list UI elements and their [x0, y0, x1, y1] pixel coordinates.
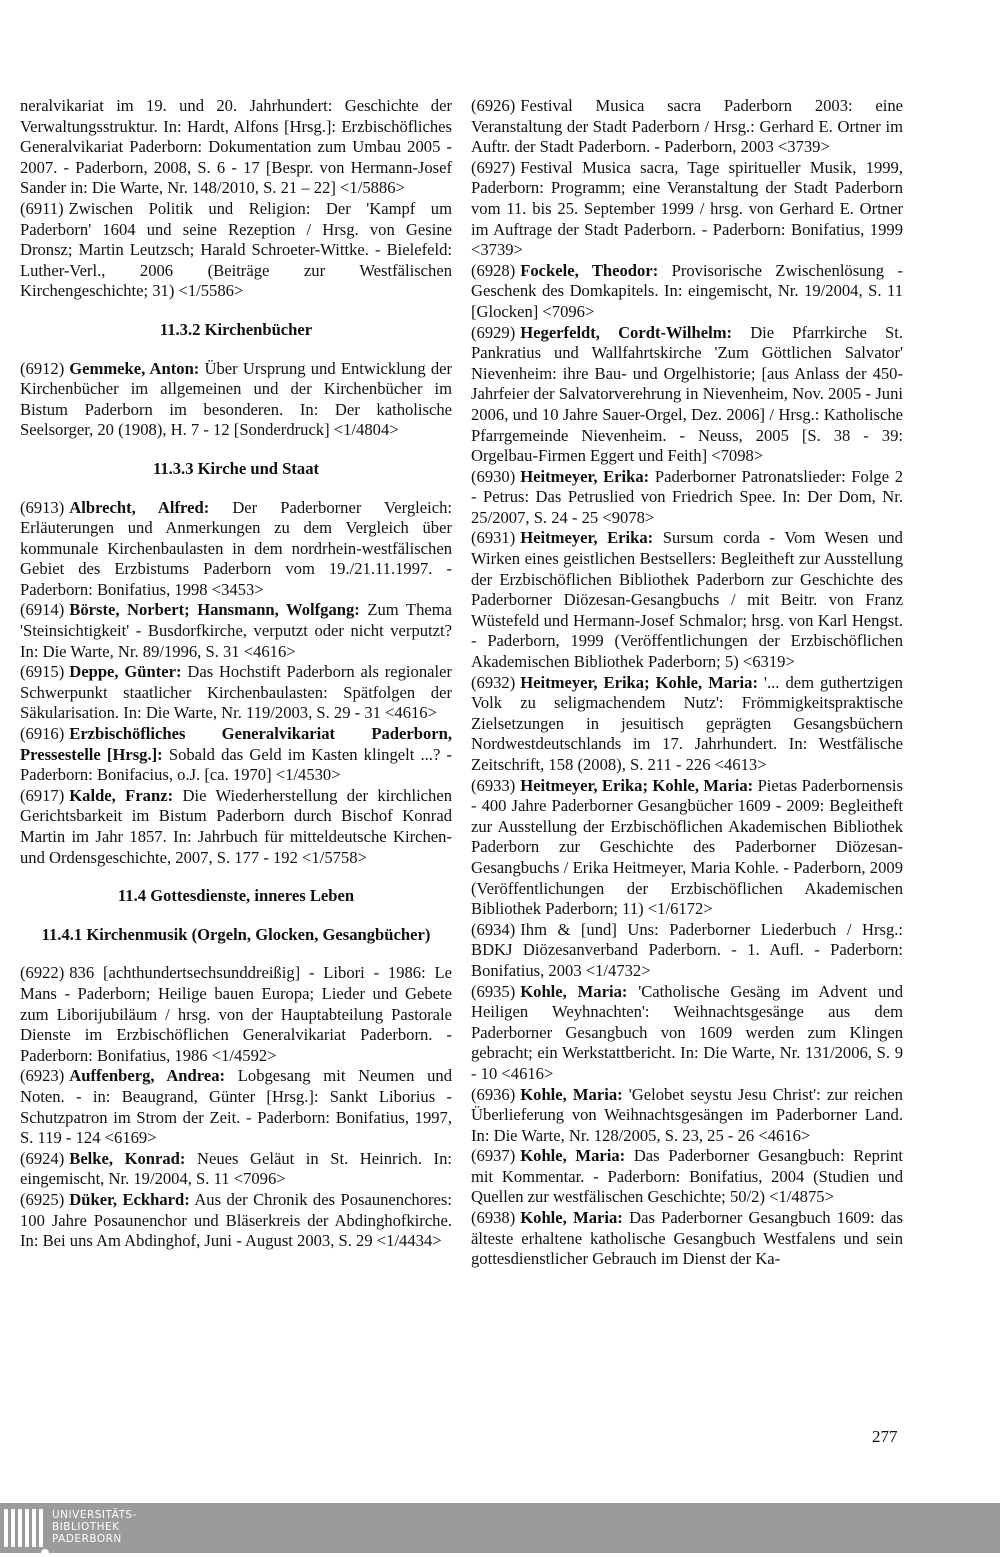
continued-entry-text: neralvikariat im 19. und 20. Jahrhundert: Geschichte der Verwaltungsstruktur. In: Hardt, Alfons [Hrsg.]: Erzbischöfliches Generalvikariat Paderborn: Dokumentation zum Umbau 2005 - 2007. - Paderborn, 2008, S. 6 - 17 [Bespr. von Hermann-Josef Sander in: Die Warte, Nr. 148/2010, S. 21 – 22] <1/5886> [20, 96, 452, 198]
entry-number: (6928) [471, 260, 516, 280]
entry-text: Ihm & [und] Uns: Paderborner Liederbuch / Hrsg.: BDKJ Diözesanverband Paderborn. - 1. Aufl. - Paderborn: Bonifatius, 2003 <1/4732> [471, 919, 903, 980]
entry-number: (6923) [20, 1066, 65, 1086]
entry-6913 [20, 498, 452, 601]
entry-6929 [471, 323, 903, 467]
entry-6911 [20, 199, 452, 302]
entry-author: Kalde, Franz: [69, 785, 174, 805]
entry-text: Das Paderborner Gesangbuch 1609: das älteste erhaltene katholische Gesangbuch Westfalens und sein gottesdienstlicher Gebrauch im Dienst der Ka- [471, 1208, 903, 1269]
entry-6928 [471, 261, 903, 323]
entry-text: Festival Musica sacra, Tage spiritueller Musik, 1999, Paderborn: Programm; eine Veranstaltung der Stadt Paderborn vom 11. bis 25. September 1999 / hrsg. von Gerhard E. Ortner im Auftrage der Stadt Paderborn. - Paderborn: Bonifatius, 1999 <3739> [471, 157, 903, 260]
entry-text: Lobgesang mit Neumen und Noten. - in: Beaugrand, Günter [Hrsg.]: Sankt Liborius - Schutzpatron im Strom der Zeit. - Paderborn: Bonifatius, 1997, S. 119 - 124 <6169> [20, 1066, 452, 1148]
entry-author: Hegerfeldt, Cordt-Wilhelm: [520, 322, 733, 342]
entry-author: Düker, Eckhard: [69, 1189, 190, 1209]
entry-author: Albrecht, Alfred: [69, 497, 210, 517]
entry-6935 [471, 982, 903, 1085]
entry-text: Festival Musica sacra Paderborn 2003: eine Veranstaltung der Stadt Paderborn / Hrsg.: Gerhard E. Ortner im Auftr. der Stadt Paderborn. - Paderborn, 2003 <3739> [471, 96, 903, 157]
entry-text: Pietas Paderbornensis - 400 Jahre Paderborner Gesangbücher 1609 - 2009: Begleitheft zur Ausstellung der Erzbischöflichen Akademischen Bibliothek Paderborn zur Geschichte des Paderborner Diözesan-Gesangbuchs / Erika Heitmeyer, Maria Kohle. - Paderborn, 2009 (Veröffentlichungen der Erzbischöflichen Akademischen Bibliothek Paderborn; 11) <1/6172> [471, 775, 903, 919]
entry-6915 [20, 662, 452, 724]
entry-number: (6937) [471, 1146, 516, 1166]
entry-author: Kohle, Maria: [520, 1146, 626, 1166]
entry-author: Fockele, Theodor: [520, 260, 659, 280]
entry-number: (6925) [20, 1189, 65, 1209]
entry-6933 [471, 776, 903, 920]
entry-6912 [20, 359, 452, 441]
entry-number: (6929) [471, 322, 516, 342]
entry-text: Sursum corda - Vom Wesen und Wirken eines geistlichen Bestsellers: Begleitheft zur Ausstellung der Erzbischöflichen Bibliothek Paderborn zur Geschichte des Paderborner Diözesan-Gesangbuchs / mit Beitr. von Franz Wüstefeld und Hermann-Josef Schmalor; hrsg. von Karl Hengst. - Paderborn, 1999 (Veröffentlichungen der Erzbischöflichen Akademischen Bibliothek Paderborn; 5) <6319> [471, 528, 903, 672]
entry-author: Heitmeyer, Erika; Kohle, Maria: [520, 672, 758, 692]
library-name-line: UNIVERSITÄTS- [52, 1509, 137, 1521]
entry-text: Zwischen Politik und Religion: Der 'Kampf um Paderborn' 1604 und seine Rezeption / Hrsg. von Gesine Dronsz; Martin Leutzsch; Harald Schroeter-Wittke. - Bielefeld: Luther-Verl., 2006 (Beiträge zur Westfälischen Kirchengeschichte; 31) <1/5586> [20, 198, 452, 301]
entry-text: '... dem guthertzigen Volk zu seligmachendem Nutz': Frömmigkeitspraktische Zielsetzungen in jesuitisch geprägten Gesangsbüchern Nordwestdeutschlands im 17. Jahrhundert. In: Westfälische Zeitschrift, 158 (2008), S. 211 - 226 <4613> [471, 672, 903, 774]
entry-number: (6912) [20, 358, 65, 378]
library-logo-icon [4, 1509, 48, 1545]
entry-text: Provisorische Zwischenlösung - Geschenk des Domkapitels. In: eingemischt, Nr. 19/2004, S. 11 [Glocken] <7096> [471, 260, 903, 321]
entry-text: Über Ursprung und Entwicklung der Kirchenbücher im allgemeinen und der Kirchenbücher im Bistum Paderborn im besonderen. In: Der katholische Seelsorger, 20 (1908), H. 7 - 12 [Sonderdruck] <1/4804> [20, 358, 453, 440]
entry-text: Sobald das Geld im Kasten klingelt ...? - Paderborn: Bonifacius, o.J. [ca. 1970] <1/4530> [20, 744, 452, 785]
entry-number: (6926) [471, 96, 516, 115]
section-heading-11-4: 11.4 Gottesdienste, inneres Leben [117, 886, 355, 906]
library-footer-bar [0, 1503, 1000, 1553]
right-column [471, 96, 903, 1270]
entry-text: 'Catholische Gesäng im Advent und Heiligen Weyhnachten': Weihnachtsgesänge aus dem Paderborner Gesangbuch von 1609 werden zum Klingen gebracht; ein Werkstattbericht. In: Die Warte, Nr. 131/2006, S. 9 - 10 <4616> [471, 981, 903, 1083]
entry-number: (6935) [471, 981, 516, 1001]
entry-text: Das Hochstift Paderborn als regionaler Schwerpunkt staatlicher Kirchenbaulasten: Spätfolgen der Säkularisation. In: Die Warte, Nr. 119/2003, S. 29 - 31 <4616> [20, 662, 453, 723]
section-heading-11-3-2: 11.3.2 Kirchenbücher [159, 319, 313, 339]
entry-6926 [471, 96, 903, 158]
entry-6922 [20, 963, 452, 1066]
entry-6936 [471, 1085, 903, 1147]
entry-author: Kohle, Maria: [520, 1208, 623, 1228]
entry-6927 [471, 158, 903, 261]
entry-6924 [20, 1149, 452, 1190]
entry-text: Das Paderborner Gesangbuch: Reprint mit Kommentar. - Paderborn: Bonifatius, 2004 (Studien und Quellen zur westfälischen Geschichte; 50/2) <1/4875> [471, 1146, 903, 1207]
entry-author: Heitmeyer, Erika: [520, 466, 650, 486]
entry-author: Börste, Norbert; Hansmann, Wolfgang: [69, 600, 360, 620]
entry-text: Neues Geläut in St. Heinrich. In: eingemischt, Nr. 19/2004, S. 11 <7096> [20, 1148, 452, 1189]
entry-number: (6938) [471, 1208, 516, 1228]
entry-author: Belke, Konrad: [69, 1148, 186, 1168]
entry-6923 [20, 1066, 452, 1148]
entry-6931 [471, 528, 903, 672]
entry-number: (6915) [20, 662, 65, 682]
entry-number: (6932) [471, 672, 516, 692]
entry-number: (6936) [471, 1084, 516, 1104]
entry-text: Die Pfarrkirche St. Pankratius und Wallfahrtskirche 'Zum Göttlichen Salvator' Nievenheim: ihre Bau- und Orgelhistorie; [aus Anlass der 450-Jahrfeier der Salvatorverehrung in Nievenheim, Nov. 2005 - Juni 2006, und 10 Jahre Sauer-Orgel, Dez. 2006] / Hrsg.: Katholische Pfarrgemeinde Nievenheim. - Neuss, 2005 [S. 38 - 39: Orgelbau-Firmen Eggert und Feith] <7098> [471, 322, 903, 466]
left-column [20, 96, 452, 1252]
library-name-line: BIBLIOTHEK [52, 1521, 120, 1533]
entry-6914 [20, 600, 452, 662]
entry-number: (6930) [471, 466, 516, 486]
section-heading-11-4-1: 11.4.1 Kirchenmusik (Orgeln, Glocken, Gesangbücher) [41, 924, 431, 944]
entry-6932 [471, 673, 903, 776]
entry-number: (6916) [20, 724, 65, 744]
entry-number: (6914) [20, 600, 65, 620]
library-name-line: PADERBORN [52, 1533, 122, 1545]
entry-6930 [471, 467, 903, 529]
entry-author: Kohle, Maria: [520, 1084, 623, 1104]
entry-6917 [20, 786, 452, 868]
entry-author: Auffenberg, Andrea: [69, 1066, 226, 1086]
entry-6925 [20, 1190, 452, 1252]
entry-number: (6922) [20, 963, 65, 983]
entry-number: (6927) [471, 157, 516, 177]
entry-author: Erzbischöfliches Generalvikariat Paderborn, Pressestelle [Hrsg.]: [20, 724, 452, 764]
entry-text: 836 [achthundertsechsunddreißig] - Libori - 1986: Le Mans - Paderborn; Heilige bauen Europa; Lieder und Gebete zum Liborijubiläum / hrsg. von der Hauptabteilung Pastorale Dienste im Erzbischöflichen Generalvikariat Paderborn. - Paderborn: Bonifatius, 1986 <1/4592> [20, 963, 452, 1065]
entry-author: Heitmeyer, Erika; Kohle, Maria: [520, 775, 754, 795]
entry-text: 'Gelobet seystu Jesu Christ': zur reichen Überlieferung von Weihnachtsgesängen im Paderborner Land. In: Die Warte, Nr. 128/2005, S. 23, 25 - 26 <4616> [471, 1084, 903, 1145]
entry-6916 [20, 724, 452, 786]
section-heading-11-3-3: 11.3.3 Kirche und Staat [152, 458, 320, 478]
entry-text: Die Wiederherstellung der kirchlichen Gerichtsbarkeit im Bistum Paderborn durch Bischof Konrad Martin im Jahr 1857. In: Jahrbuch für mitteldeutsche Kirchen- und Ordensgeschichte, 2007, S. 177 - 192 <1/5758> [20, 785, 453, 867]
entry-6937 [471, 1146, 903, 1208]
entry-text: Paderborner Patronatslieder: Folge 2 - Petrus: Das Petruslied von Friedrich Spee. In: Der Dom, Nr. 25/2007, S. 24 - 25 <9078> [471, 466, 904, 527]
entry-author: Heitmeyer, Erika: [520, 528, 654, 548]
entry-number: (6924) [20, 1148, 65, 1168]
entry-author: Deppe, Günter: [69, 662, 182, 682]
entry-author: Gemmeke, Anton: [69, 358, 200, 378]
entry-text: Der Paderborner Vergleich: Erläuterungen und Anmerkungen zu dem Vergleich über kommunale Kirchenbaulasten in dem nordrhein-westfälischen Gebiet des Erzbistums Paderborn vom 19./21.11.1997. - Paderborn: Bonifatius, 1998 <3453> [20, 497, 452, 599]
entry-number: (6913) [20, 497, 65, 517]
library-name [52, 1509, 137, 1545]
entry-6934 [471, 920, 903, 982]
page-number: 277 [872, 1427, 898, 1446]
entry-text: Aus der Chronik des Posaunenchores: 100 Jahre Posaunenchor und Bläserkreis der Abdinghofkirche. In: Bei uns Am Abdinghof, Juni - August 2003, S. 29 <1/4434> [20, 1189, 452, 1251]
entry-6938 [471, 1208, 903, 1270]
entry-number: (6934) [471, 919, 516, 939]
entry-number: (6917) [20, 785, 65, 805]
entry-number: (6933) [471, 775, 516, 795]
entry-number: (6911) [20, 198, 64, 218]
entry-author: Kohle, Maria: [520, 981, 628, 1001]
entry-text: Zum Thema 'Steinsichtigkeit' - Busdorfkirche, verputzt oder nicht verputzt? In: Die Warte, Nr. 89/1996, S. 31 <4616> [20, 600, 453, 661]
entry-number: (6931) [471, 528, 516, 548]
